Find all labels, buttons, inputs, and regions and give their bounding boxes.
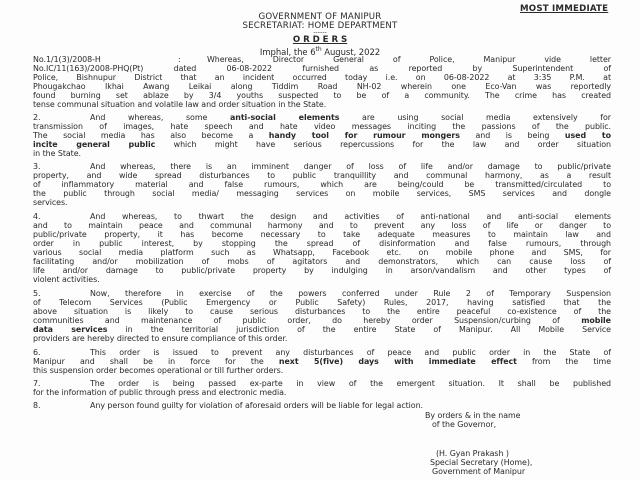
paragraph-6-line: Manipur and shall be in force for the next 5(five) days with immediate effect from the time [33, 356, 612, 366]
paragraph-3-line: of inflammatory material and false rumours, which are being/could be transmitted/circulated to [33, 179, 611, 189]
paragraph-number: 8. [33, 400, 41, 410]
paragraph-2-line: incite general public which might have serious repercussions for the law and order situation [33, 140, 612, 150]
paragraph-3-line: And whereas, there is an imminent danger of loss of life and/or damage to public/private [90, 161, 611, 171]
paragraph-number: 4. [33, 211, 41, 221]
header-separator: ------ [313, 28, 327, 36]
paragraph-5-line: providers are hereby directed to ensure compliance of this order. [33, 334, 288, 344]
signatory-designation: Special Secretary (Home), [430, 458, 533, 468]
paragraph-2-line: in the State. [33, 149, 81, 159]
paragraph-4-line: and to maintain peace and communal harmony and to prevent any loss of life or danger to [33, 220, 611, 230]
paragraph-5-line: of Telecom Services (Public Emergency or Public Safety) Rules, 2017, having satisfied that the [33, 298, 611, 308]
reference-number: No.1/1(3)/2008-H [33, 54, 101, 64]
paragraph-8-line: Any person found guilty for violation of aforesaid orders will be liable for legal action. [90, 400, 424, 410]
closing-line: By orders & in the name [425, 411, 521, 421]
paragraph-7-line: for the information of public through press and electronic media. [33, 387, 287, 397]
paragraph-4-line: life and/or damage to public/private property by indulging in arson/vandalism and other types of [33, 265, 611, 275]
paragraph-5-line: communities and maintenance of public order, do hereby order Suspension/curbing of mobile [33, 316, 611, 326]
paragraph-1-line: tense communal situation and volatile law and order situation in the State. [33, 99, 327, 109]
paragraph-number: 5. [33, 289, 41, 299]
paragraph-1-line: Police, Bishnupur District that an incident occurred today i.e. on 06-08-2022 at 3:35 P.M. at [33, 72, 611, 82]
urgency-label: MOST IMMEDIATE [520, 4, 609, 15]
government-heading: GOVERNMENT OF MANIPUR [258, 11, 382, 22]
place-date: Imphal, the 6th August, 2022 [259, 45, 381, 57]
paragraph-6-line: this suspension order becomes operational or till further orders. [33, 365, 284, 375]
paragraph-4-line: order in public interest, by stopping the spread of disinformation and false rumours, through [33, 238, 611, 248]
paragraph-2-line: transmission of images, hate speech and hate video messages inciting the passions of the public. [33, 122, 611, 132]
paragraph-5-line: Now, therefore in exercise of the powers conferred under Rule 2 of Temporary Suspension [90, 289, 611, 299]
reference-colon: : [178, 54, 181, 64]
paragraph-4-line: public/private property, it has become necessary to take adequate measures to maintain law and [33, 229, 611, 239]
paragraph-4-line: And whereas, to thwart the design and activities of anti-national and anti-social elements [90, 211, 611, 221]
paragraph-3-line: services. [33, 197, 68, 207]
paragraph-5-line: data services in the territorial jurisdiction of the entire State of Manipur. All Mobile Service [33, 325, 611, 335]
closing-line: of the Governor, [432, 420, 497, 430]
paragraph-6-line: This order is issued to prevent any disturbances of peace and public order in the State of [90, 347, 611, 357]
paragraph-3-line: property, and wide spread disturbances to public tranquillity and communal harmony, as a result [33, 170, 611, 180]
paragraph-4-line: facilitating and/or mobilization of mobs of agitators and demonstrators, which can cause loss of [33, 256, 611, 266]
paragraph-2-line: And whereas, some anti-social elements are using social media extensively for [90, 113, 612, 123]
paragraph-2-line: The social media has also become a handy tool for rumour mongers and is being used to [33, 131, 611, 141]
paragraph-1-line: No.IC/11(163)/2008-PHQ(Pt) dated 06-08-2022 furnished as reported by Superintendent of [33, 63, 611, 73]
paragraph-number: 7. [33, 379, 41, 388]
paragraph-number: 6. [33, 347, 41, 357]
paragraph-4-line: violent activities. [33, 274, 100, 284]
paragraph-3-line: the public through social media/ messaging services on mobile services, SMS services and dongle [33, 188, 611, 198]
orders-title: O R D E R S [292, 34, 348, 45]
paragraph-number: 2. [33, 113, 41, 123]
paragraph-number: 3. [33, 161, 41, 171]
paragraph-1-line: found burning set ablaze by 3/4 youths suspected to be of a community. The crime has created [33, 90, 611, 100]
paragraph-1-line: Phougakchao Ikhai Awang Leikai along Tiddim Road NH-02 wherein one Eco-Van was reportedly [33, 81, 611, 91]
signatory-name: (H. Gyan Prakash ) [436, 449, 509, 459]
paragraph-4-line: various social media platform such as Whatsapp, Facebook etc. on mobile phone and SMS, for [33, 247, 611, 257]
secretariat-heading: SECRETARIAT: HOME DEPARTMENT [242, 20, 398, 31]
paragraph-1-line: Whereas, Director General of Police, Manipur vide letter [207, 54, 611, 64]
signatory-office: Government of Manipur [432, 467, 526, 477]
paragraph-7-line: The order is being passed ex-parte in view of the emergent situation. It shall be published [90, 379, 611, 388]
paragraph-5-line: above situation is likely to cause serious disturbances to the entire peaceful co-existence of the [33, 307, 611, 317]
